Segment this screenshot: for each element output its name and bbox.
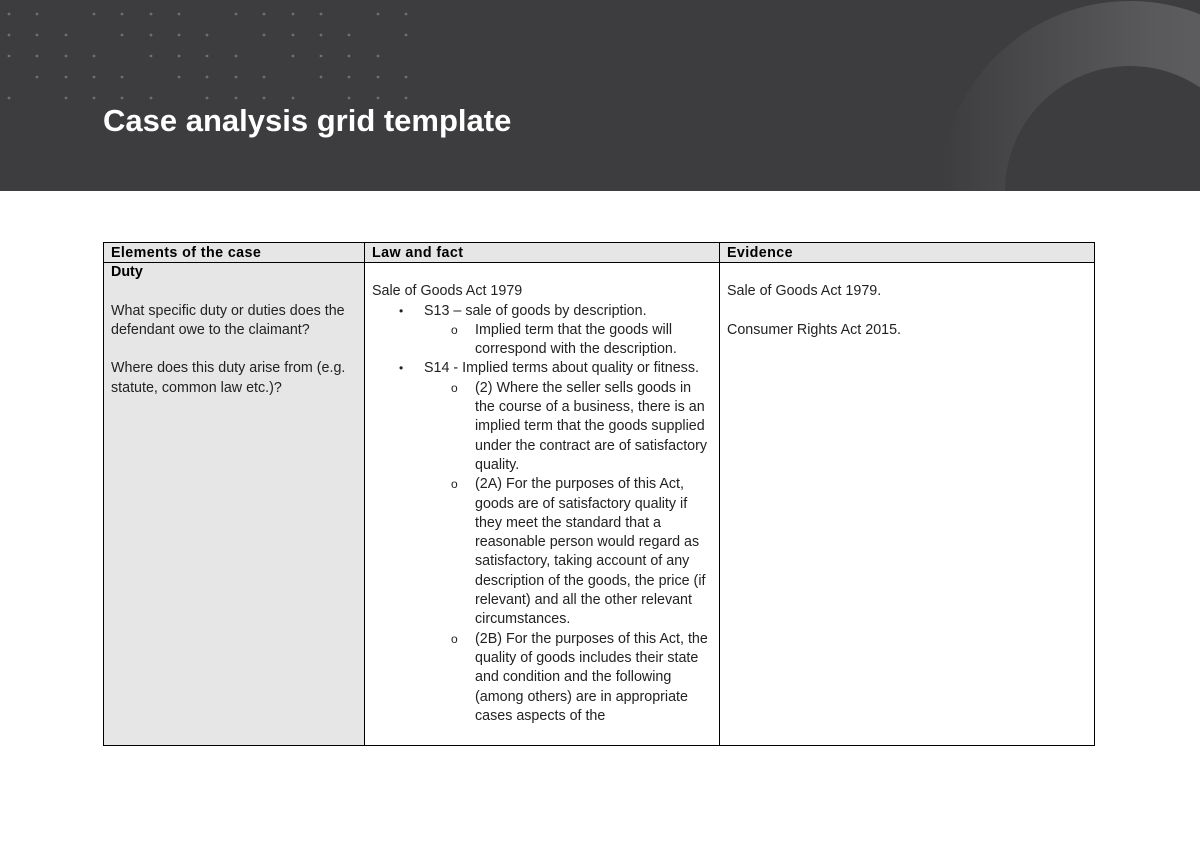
list-item — [451, 379, 712, 475]
sub-bullet-text: Implied term that the goods will correspond with the description. — [475, 321, 677, 358]
list-item — [399, 359, 712, 726]
bullet-text: S14 - Implied terms about quality or fitness. — [424, 360, 699, 377]
case-analysis-table — [103, 242, 1095, 746]
elements-cell — [104, 263, 365, 746]
duty-heading: Duty — [111, 264, 143, 280]
sub-bullet-icon: o — [451, 631, 458, 646]
column-header-evidence: Evidence — [720, 243, 1095, 263]
sub-list — [424, 379, 712, 726]
sub-bullet-text: (2A) For the purposes of this Act, goods are of satisfactory quality if they meet the standard that a reasonable person would regard as satisfactory, taking account of any description of the goods, the price (if relevant) and all the other relevant circumstances. — [475, 476, 706, 628]
law-intro: Sale of Goods Act 1979 — [372, 283, 523, 300]
column-header-elements: Elements of the case — [104, 243, 365, 263]
sub-bullet-text: (2) Where the seller sells goods in the course of a business, there is an implied term that the goods supplied under the contract are of satisfactory quality. — [475, 379, 708, 473]
sub-list — [424, 321, 712, 360]
list-item — [451, 475, 712, 629]
list-item — [451, 630, 712, 726]
bullet-text: S13 – sale of goods by description. — [424, 302, 647, 319]
arc-decoration — [940, 1, 1200, 191]
duty-question-1: What specific duty or duties does the defendant owe to the claimant? — [111, 302, 345, 338]
sub-bullet-icon: o — [451, 477, 458, 492]
list-item — [399, 302, 712, 360]
evidence-item: Consumer Rights Act 2015. — [727, 321, 902, 338]
dot-pattern — [8, 13, 408, 100]
page-title: Case analysis grid template — [103, 103, 512, 138]
list-item — [451, 321, 712, 360]
law-and-fact-cell — [365, 263, 720, 746]
column-header-law-and-fact: Law and fact — [365, 243, 720, 263]
bullet-icon: • — [399, 361, 404, 376]
law-bullet-list — [372, 302, 712, 727]
bullet-icon: • — [399, 303, 404, 318]
evidence-item: Sale of Goods Act 1979. — [727, 283, 882, 300]
banner-decoration — [0, 0, 1200, 191]
table-row — [104, 263, 1095, 746]
sub-bullet-text: (2B) For the purposes of this Act, the quality of goods includes their state and condition and the following (among others) are in appropriate cases aspects of the — [475, 630, 708, 724]
evidence-cell — [720, 263, 1095, 746]
duty-question-2: Where does this duty arise from (e.g. statute, common law etc.)? — [111, 360, 346, 396]
sub-bullet-icon: o — [451, 322, 458, 337]
sub-bullet-icon: o — [451, 380, 458, 395]
table-header-row — [104, 243, 1095, 263]
header-banner — [0, 0, 1200, 191]
